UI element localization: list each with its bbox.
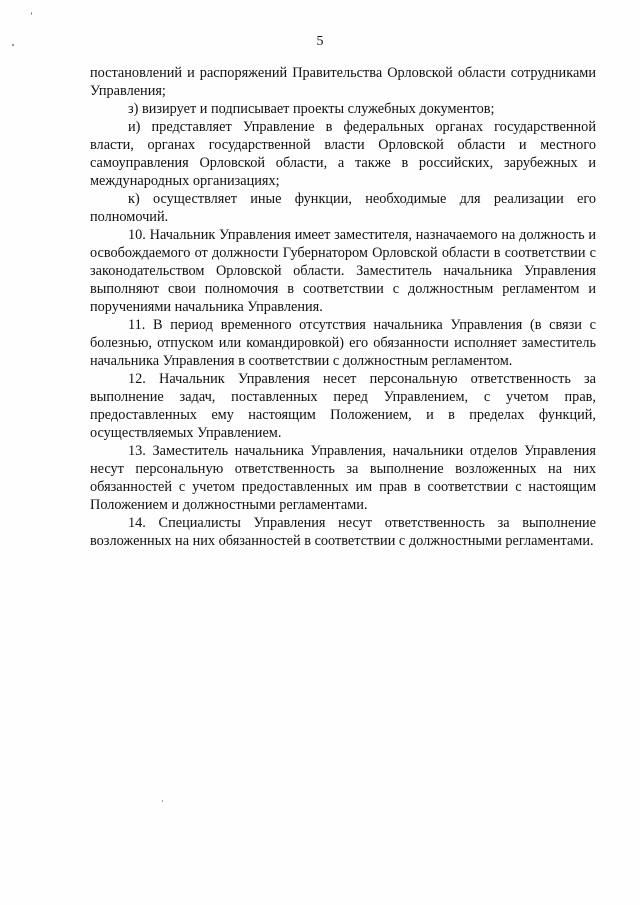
scan-speck <box>162 800 163 802</box>
page-number: 5 <box>316 34 324 49</box>
document-body <box>90 64 596 550</box>
paragraph-10: 10. Начальник Управления имеет заместителя, назначаемого на должность и освобождаемого от должности Губернатором Орловской области в соответствии с законодательством Орловской области. Заместитель начальника Управления выполняют свои полномочия в соответствии с должностным регламентом и поручениями начальника Управления. <box>90 227 596 315</box>
paragraph-item-k: к) осуществляет иные функции, необходимые для реализации его полномочий. <box>90 191 596 225</box>
paragraph-continuation: постановлений и распоряжений Правительства Орловской области сотрудниками Управления; <box>90 65 596 99</box>
scan-speck <box>12 44 14 46</box>
paragraph-13: 13. Заместитель начальника Управления, начальники отделов Управления несут персональную ответственность за выполнение возложенных на них обязанностей с учетом предоставленных им прав в соответствии с настоящим Положением и должностными регламентами. <box>90 443 596 513</box>
paragraph-item-z: з) визирует и подписывает проекты служебных документов; <box>128 101 495 117</box>
paragraph-14: 14. Специалисты Управления несут ответственность за выполнение возложенных на них обязанностей в соответствии с должностными регламентами. <box>90 515 596 549</box>
paragraph-item-i: и) представляет Управление в федеральных органах государственной власти, органах государственной власти Орловской области и местного самоуправления Орловской области, а также в российских, зарубежных и международных организациях; <box>90 119 596 189</box>
scan-speck <box>31 12 32 15</box>
paragraph-11: 11. В период временного отсутствия начальника Управления (в связи с болезнью, отпуском или командировкой) его обязанности исполняет заместитель начальника Управления в соответствии с должностным регламентом. <box>90 317 596 369</box>
paragraph-12: 12. Начальник Управления несет персональную ответственность за выполнение задач, поставленных перед Управлением, с учетом прав, предоставленных ему настоящим Положением, и в пределах функций, осуществляемых Управлением. <box>90 371 596 441</box>
